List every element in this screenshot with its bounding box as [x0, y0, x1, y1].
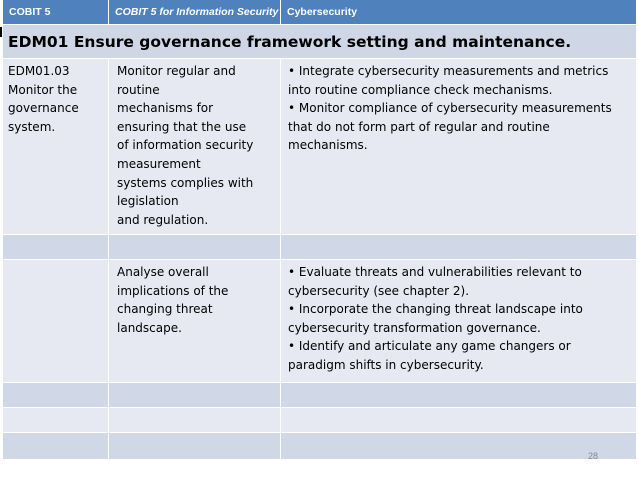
- cell-line: governance: [8, 101, 79, 116]
- table-row: [3, 432, 636, 459]
- empty-cell: [281, 408, 636, 432]
- table-row: [3, 382, 636, 407]
- empty-cell: [3, 260, 109, 382]
- cell-line: EDM01.03: [8, 64, 70, 78]
- cell-line: into routine compliance check mechanisms.: [288, 82, 553, 97]
- cell-line: mechanisms.: [288, 138, 368, 153]
- empty-cell: [109, 433, 281, 459]
- cell-line: changing threat: [117, 302, 213, 317]
- cell-line: that do not form part of regular and routine: [288, 119, 550, 134]
- cell-line: legislation: [117, 194, 179, 209]
- cell-line: paradigm shifts in cybersecurity.: [288, 357, 484, 372]
- table-row: [3, 407, 636, 432]
- cell-line: of information security: [117, 138, 254, 153]
- cell-line: routine: [117, 82, 160, 97]
- infosec-cell: [109, 59, 281, 234]
- infosec-cell: [109, 260, 281, 382]
- cell-line: ensuring that the use: [117, 119, 247, 134]
- cell-line: implications of the: [117, 283, 229, 298]
- empty-cell: [281, 433, 636, 459]
- cell-line: systems complies with: [117, 175, 254, 190]
- cell-line: and regulation.: [117, 212, 209, 227]
- empty-cell: [109, 408, 281, 432]
- empty-cell: [109, 235, 281, 259]
- cell-line: Monitor regular and: [117, 64, 236, 78]
- process-cell: [3, 59, 109, 234]
- empty-cell: [3, 433, 109, 459]
- header-cobit5-infosec: COBIT 5 for Information Security: [109, 0, 281, 24]
- cell-line: • Incorporate the changing threat landscape into: [288, 302, 583, 317]
- cell-line: measurement: [117, 156, 201, 171]
- empty-cell: [281, 235, 636, 259]
- table-row: [3, 234, 636, 259]
- empty-cell: [3, 408, 109, 432]
- title-marker: [0, 27, 2, 37]
- empty-cell: [281, 383, 636, 407]
- empty-cell: [3, 235, 109, 259]
- header-cybersecurity: Cybersecurity: [287, 6, 358, 18]
- cell-line: Monitor the: [8, 82, 78, 97]
- cell-line: • Monitor compliance of cybersecurity measurements: [288, 101, 612, 116]
- empty-cell: [109, 383, 281, 407]
- cell-line: • Identify and articulate any game changers or: [288, 339, 571, 354]
- cell-line: cybersecurity transformation governance.: [288, 320, 541, 335]
- table-row: [3, 259, 636, 382]
- table-title: EDM01 Ensure governance framework setting and maintenance.: [3, 25, 636, 58]
- table-header-row: [3, 0, 636, 24]
- cell-line: mechanisms for: [117, 101, 214, 116]
- cell-line: • Integrate cybersecurity measurements and metrics: [288, 64, 609, 78]
- cell-line: • Evaluate threats and vulnerabilities relevant to: [288, 265, 582, 279]
- cybersecurity-cell: [281, 59, 636, 234]
- empty-cell: [3, 383, 109, 407]
- cell-line: system.: [8, 119, 56, 134]
- table-row: [3, 58, 636, 234]
- cell-line: cybersecurity (see chapter 2).: [288, 283, 470, 298]
- page-number: 28: [587, 451, 598, 461]
- cell-line: landscape.: [117, 320, 182, 335]
- table-body: [3, 58, 636, 459]
- header-cobit5: COBIT 5: [3, 0, 109, 24]
- cell-line: Analyse overall: [117, 265, 209, 279]
- cobit-table: [3, 0, 636, 24]
- cybersecurity-cell: [281, 260, 636, 382]
